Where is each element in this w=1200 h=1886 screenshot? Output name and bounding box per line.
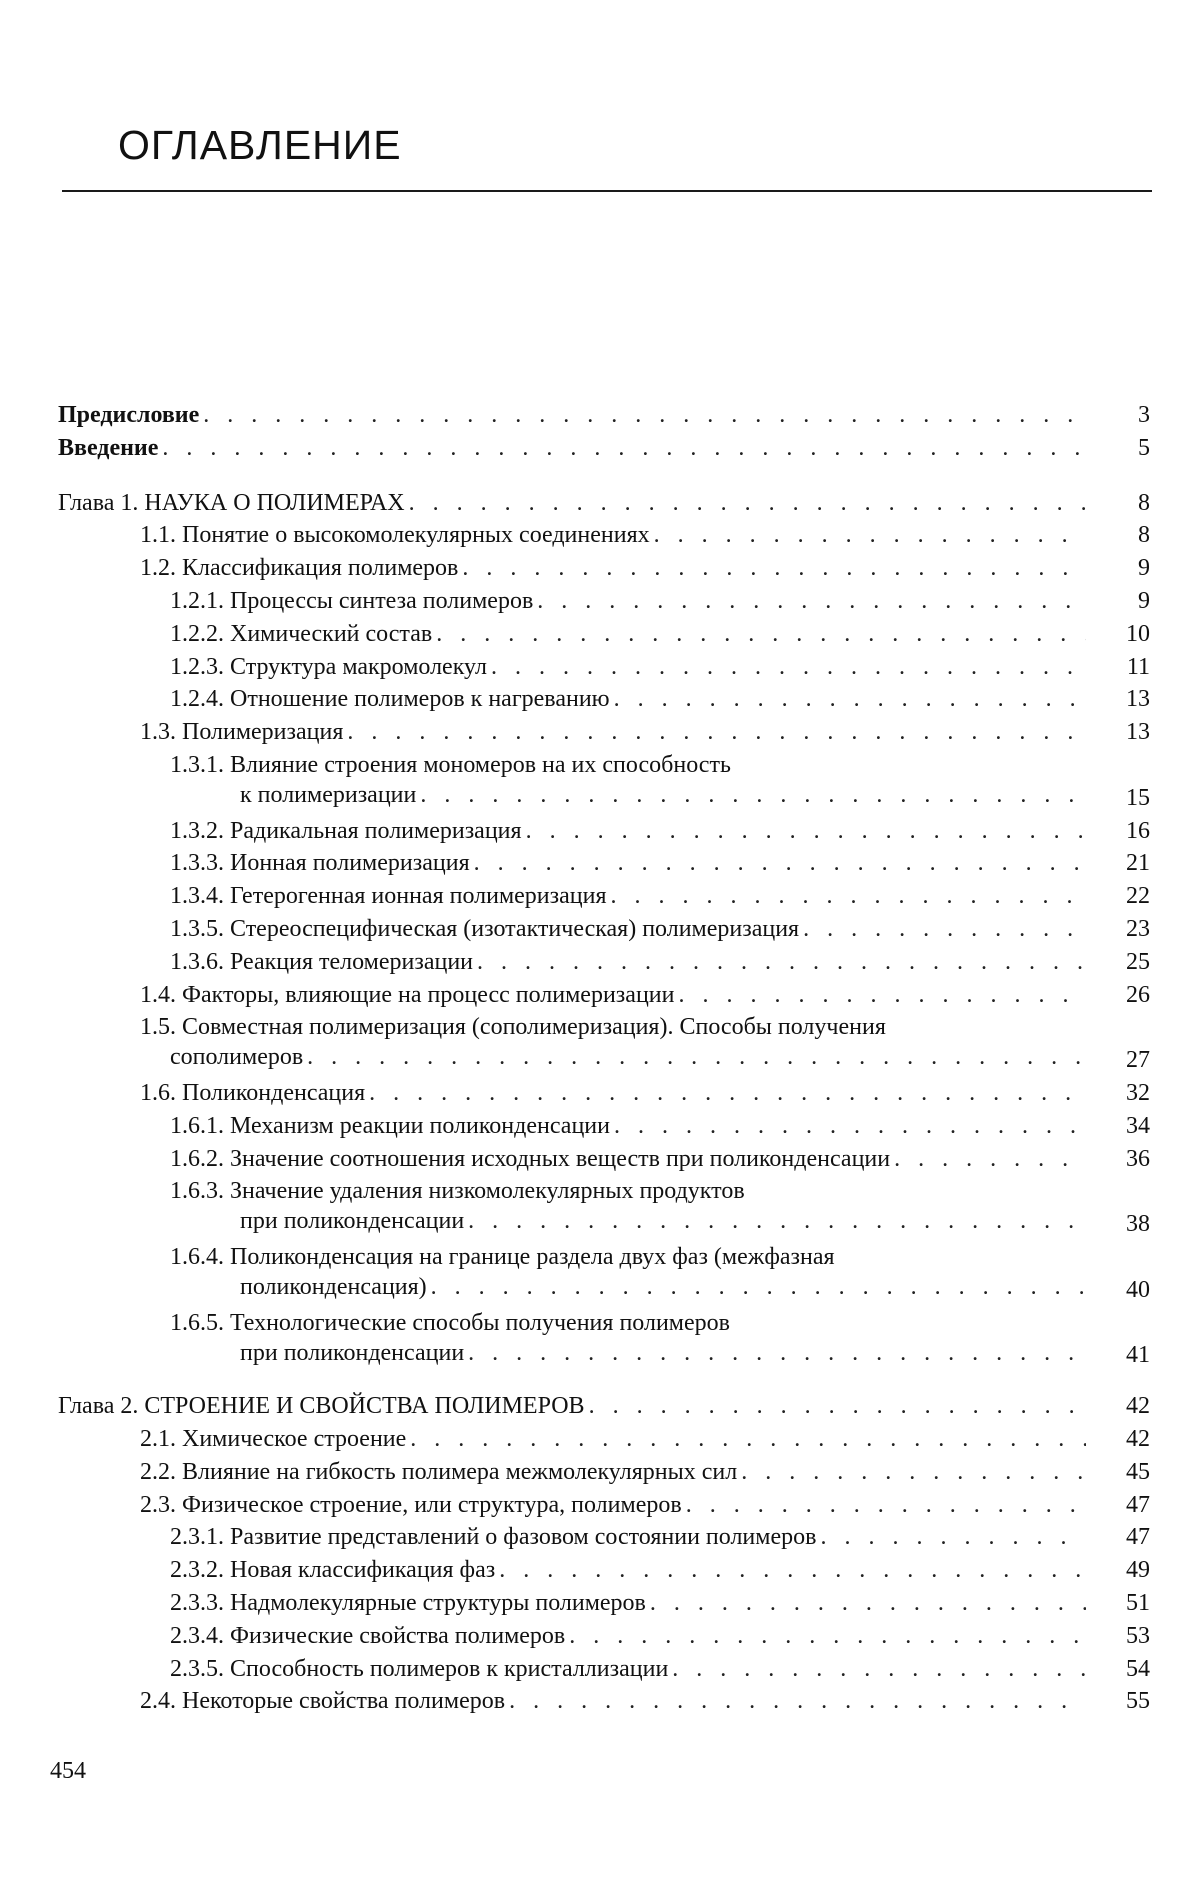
toc-entry-title-continued: при поликонденсации [240, 1208, 465, 1235]
toc-entry[interactable] [58, 750, 1150, 810]
toc-page-number: 5 [1138, 434, 1150, 461]
toc-entry[interactable] [58, 1555, 1150, 1585]
toc-entry[interactable] [58, 684, 1150, 714]
dot-leader [741, 1457, 1086, 1487]
dot-leader [436, 619, 1086, 649]
toc-entry[interactable] [58, 1144, 1150, 1174]
toc-page-number: 45 [1126, 1458, 1150, 1485]
toc-entry[interactable] [58, 1621, 1150, 1651]
toc-entry-title: Глава 2. СТРОЕНИЕ И СВОЙСТВА ПОЛИМЕРОВ [58, 1393, 585, 1420]
dot-leader [672, 1654, 1086, 1684]
toc-entry-title: 1.2.1. Процессы синтеза полимеров [170, 588, 534, 614]
toc-entry-title: 1.3.1. Влияние строения мономеров на их способность [170, 752, 731, 778]
toc-entry-title: 1.1. Понятие о высокомолекулярных соединениях [140, 522, 650, 549]
toc-page-number: 8 [1138, 522, 1150, 549]
toc-entry[interactable] [58, 1490, 1150, 1520]
toc-entry[interactable] [58, 586, 1150, 616]
toc-page-number: 47 [1126, 1491, 1150, 1518]
toc-entry[interactable] [58, 553, 1150, 583]
toc-entry-title: Введение [58, 434, 159, 461]
toc-page-number: 26 [1126, 981, 1150, 1008]
toc-entry-title: 1.3.5. Стереоспецифическая (изотактическая) полимеризация [170, 916, 800, 942]
toc-entry-title: 1.6.5. Технологические способы получения полимеров [170, 1309, 730, 1336]
toc-entry-title: 1.6.4. Поликонденсация на границе раздела двух фаз (межфазная [170, 1244, 835, 1270]
toc-entry[interactable] [58, 488, 1150, 518]
dot-leader [894, 1144, 1086, 1174]
toc-page-number: 16 [1126, 817, 1150, 844]
toc-page-number: 23 [1126, 916, 1150, 942]
dot-leader [650, 1588, 1086, 1618]
toc-entry[interactable] [58, 619, 1150, 649]
toc-entry[interactable] [58, 881, 1150, 911]
toc-page-number: 9 [1138, 588, 1150, 614]
dot-leader [499, 1555, 1086, 1585]
dot-leader [462, 553, 1086, 583]
toc-entry-title: 1.2. Классификация полимеров [140, 555, 459, 582]
dot-leader [614, 684, 1086, 714]
dot-leader [347, 717, 1086, 747]
dot-leader [569, 1621, 1086, 1651]
toc-entry[interactable] [58, 1012, 1150, 1072]
dot-leader [468, 1206, 1086, 1236]
toc-entry[interactable] [58, 433, 1150, 463]
toc-page-number: 49 [1126, 1557, 1150, 1584]
toc-entry-title-continued: поликонденсация) [240, 1274, 427, 1300]
dot-leader [369, 1078, 1086, 1108]
toc-entry-title-continued: сополимеров [170, 1044, 304, 1071]
toc-entry-title: 1.3.6. Реакция теломеризации [170, 948, 474, 975]
dot-leader [589, 1391, 1086, 1421]
page-title: ОГЛАВЛЕНИЕ [118, 122, 402, 168]
dot-leader [474, 848, 1086, 878]
toc-entry-title: 1.3.2. Радикальная полимеризация [170, 817, 522, 844]
toc-entry[interactable] [58, 848, 1150, 878]
toc-page-number: 13 [1126, 686, 1150, 713]
dot-leader [477, 947, 1086, 977]
toc-page-number: 25 [1126, 948, 1150, 975]
toc-entry[interactable] [58, 1654, 1150, 1684]
toc-entry-title: 1.6.1. Механизм реакции поликонденсации [170, 1112, 610, 1139]
toc-entry[interactable] [58, 1588, 1150, 1618]
page-number: 454 [50, 1758, 86, 1784]
dot-leader [491, 652, 1086, 682]
toc-page-number: 42 [1126, 1426, 1150, 1452]
toc-entry-title: 2.4. Некоторые свойства полимеров [140, 1688, 506, 1715]
toc-entry[interactable] [58, 1078, 1150, 1108]
toc-page-number: 15 [1126, 784, 1150, 811]
dot-leader [468, 1338, 1086, 1368]
toc-page-number: 54 [1126, 1655, 1150, 1682]
toc-page-number: 13 [1126, 719, 1150, 746]
toc-entry-title: 1.2.3. Структура макромолекул [170, 653, 487, 680]
toc-page-number: 8 [1138, 489, 1150, 516]
toc-entry-title: 2.3.4. Физические свойства полимеров [170, 1622, 566, 1649]
dot-leader [203, 400, 1086, 430]
title-rule [62, 190, 1152, 192]
toc-entry-title: Глава 1. НАУКА О ПОЛИМЕРАХ [58, 489, 405, 516]
toc-page-number: 21 [1126, 850, 1150, 877]
dot-leader [526, 816, 1086, 846]
toc-entry[interactable] [58, 1424, 1150, 1454]
dot-leader [820, 1522, 1086, 1552]
toc-entry[interactable] [58, 1308, 1150, 1368]
toc-page-number: 32 [1126, 1080, 1150, 1106]
toc-entry[interactable] [58, 1176, 1150, 1236]
toc-entry[interactable] [58, 1457, 1150, 1487]
toc-entry[interactable] [58, 1686, 1150, 1716]
dot-leader [611, 881, 1086, 911]
toc-page-number: 42 [1126, 1393, 1150, 1420]
dot-leader [162, 433, 1086, 463]
toc-entry[interactable] [58, 652, 1150, 682]
toc-entry-title: 1.6.3. Значение удаления низкомолекулярных продуктов [170, 1178, 745, 1205]
dot-leader [537, 586, 1086, 616]
toc-entry-title: 2.2. Влияние на гибкость полимера межмолекулярных сил [140, 1458, 738, 1485]
toc-entry-title: 1.2.4. Отношение полимеров к нагреванию [170, 686, 610, 713]
toc-entry-title: 1.3. Полимеризация [140, 719, 344, 746]
toc-page-number: 55 [1126, 1688, 1150, 1715]
toc-entry[interactable] [58, 520, 1150, 550]
toc-entry[interactable] [58, 1242, 1150, 1302]
toc-entry[interactable] [58, 947, 1150, 977]
toc-entry[interactable] [58, 717, 1150, 747]
toc-page-number: 47 [1126, 1524, 1150, 1551]
toc-entry-title: 2.3.5. Способность полимеров к кристаллизации [170, 1655, 669, 1682]
dot-leader [409, 488, 1086, 518]
toc-entry[interactable] [58, 914, 1150, 944]
toc-page-number: 40 [1126, 1276, 1150, 1303]
dot-leader [307, 1042, 1086, 1072]
toc-page-number: 53 [1126, 1622, 1150, 1649]
toc-page-number: 38 [1126, 1211, 1150, 1238]
toc-page-number: 3 [1138, 402, 1150, 428]
dot-leader [420, 780, 1086, 810]
toc-page-number: 10 [1126, 620, 1150, 647]
toc-entry[interactable] [58, 816, 1150, 846]
dot-leader [803, 914, 1086, 944]
toc-entry[interactable] [58, 400, 1150, 430]
toc-page-number: 9 [1138, 555, 1150, 582]
toc-entry-title: 1.5. Совместная полимеризация (сополимеризация). Способы получения [140, 1014, 886, 1041]
toc-entry[interactable] [58, 1391, 1150, 1421]
dot-leader [410, 1424, 1086, 1454]
toc-page-number: 22 [1126, 883, 1150, 910]
dot-leader [614, 1111, 1086, 1141]
toc-entry-title-continued: при поликонденсации [240, 1339, 465, 1366]
dot-leader [678, 980, 1086, 1010]
dot-leader [686, 1490, 1086, 1520]
toc-entry-title: 1.6.2. Значение соотношения исходных веществ при поликонденсации [170, 1145, 891, 1172]
toc-entry[interactable] [58, 980, 1150, 1010]
toc-entry-title: 1.3.3. Ионная полимеризация [170, 850, 470, 877]
toc-entry-title: 1.4. Факторы, влияющие на процесс полимеризации [140, 981, 675, 1008]
toc-page-number: 27 [1126, 1047, 1150, 1074]
toc-page-number: 34 [1126, 1112, 1150, 1139]
toc-entry-title: 2.3.1. Развитие представлений о фазовом состоянии полимеров [170, 1524, 817, 1551]
toc-entry-title: 1.6. Поликонденсация [140, 1080, 366, 1106]
dot-leader [654, 520, 1086, 550]
toc-entry-title: 2.3.2. Новая классификация фаз [170, 1557, 496, 1584]
toc-entry-title: 1.2.2. Химический состав [170, 620, 433, 647]
toc-page-number: 51 [1126, 1590, 1150, 1616]
toc-entry-title: 2.1. Химическое строение [140, 1426, 407, 1452]
toc-entry-title: 1.3.4. Гетерогенная ионная полимеризация [170, 883, 607, 910]
toc-entry[interactable] [58, 1111, 1150, 1141]
toc-page-number: 36 [1126, 1145, 1150, 1172]
toc-entry[interactable] [58, 1522, 1150, 1552]
toc-entry-title-continued: к полимеризации [240, 782, 417, 808]
dot-leader [431, 1272, 1086, 1302]
toc-entry-title: 2.3.3. Надмолекулярные структуры полимеров [170, 1590, 646, 1616]
dot-leader [509, 1686, 1086, 1716]
toc-entry-title: 2.3. Физическое строение, или структура, полимеров [140, 1491, 682, 1518]
toc-entry-title: Предисловие [58, 402, 200, 428]
toc-page-number: 41 [1126, 1342, 1150, 1369]
toc-page-number: 11 [1126, 653, 1150, 680]
